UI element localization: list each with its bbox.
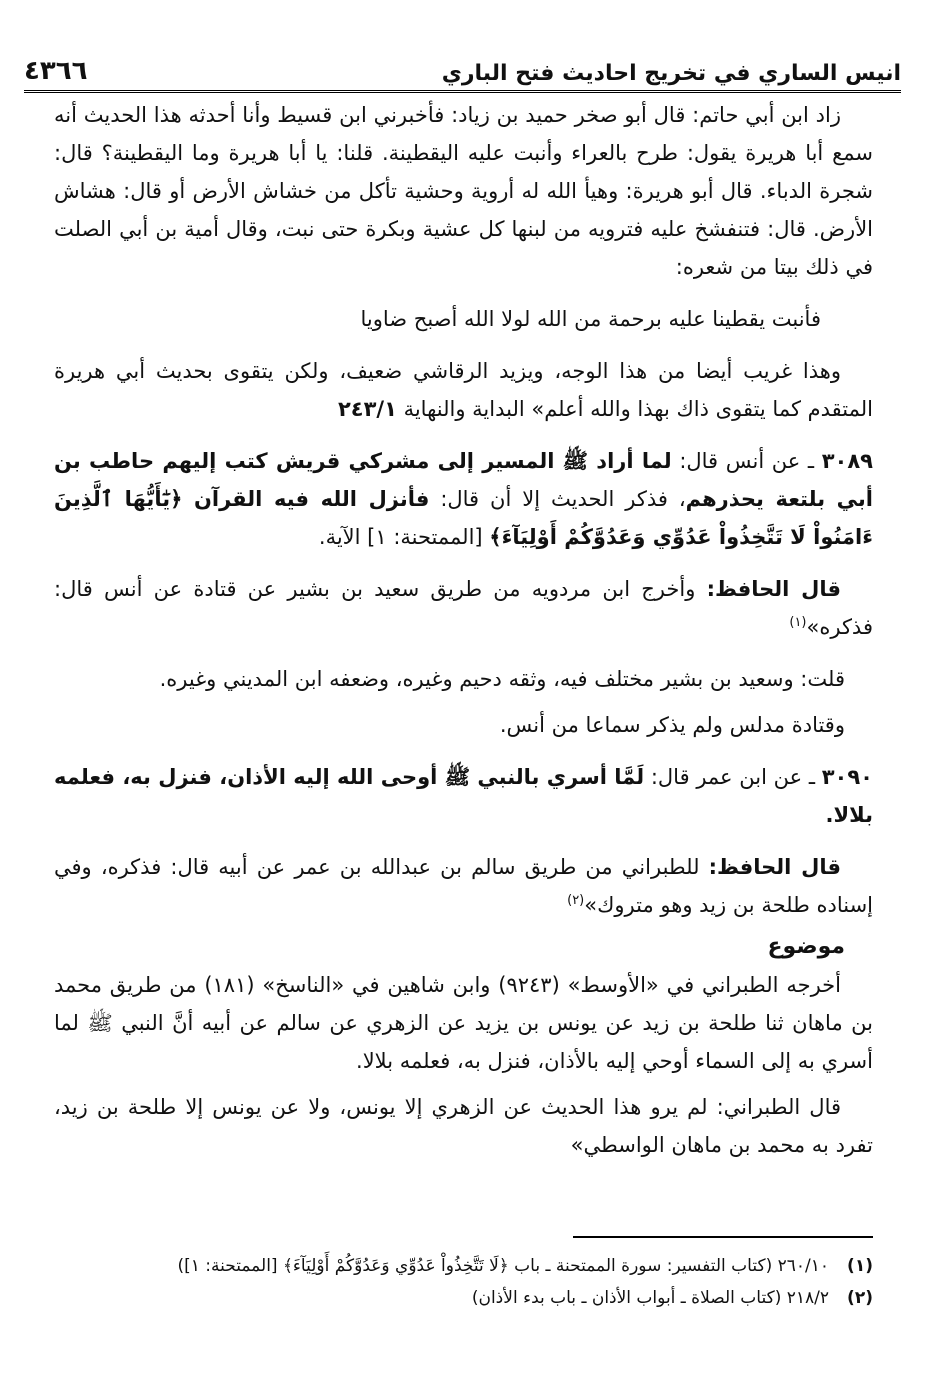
footnote-2 — [54, 1282, 873, 1314]
page-number: ٤٣٦٦ — [24, 56, 88, 86]
note-line: قلت: وسعيد بن بشير مختلف فيه، وثقه دحيم وغيره، وضعفه ابن المديني وغيره. — [159, 667, 845, 691]
hadith-number: ٣٠٩٠ — [821, 765, 873, 789]
footnotes — [54, 1250, 873, 1314]
footnote-number: (١) — [847, 1256, 873, 1276]
grade-heading: موضوع — [767, 934, 845, 959]
hafiz-label: قال الحافظ: — [708, 855, 841, 879]
hafiz-text: وأخرج ابن مردويه من طريق سعيد بن بشير عن قتادة عن أنس قال: فذكره» — [54, 577, 873, 639]
hadith-matn-2: فأنزل الله فيه القرآن — [193, 487, 430, 511]
paragraph-gharib — [54, 352, 873, 428]
hadith-number: ٣٠٨٩ — [821, 449, 873, 473]
takhrij-paragraph: أخرجه الطبراني في «الأوسط» (٩٢٤٣) وابن شاهين في «الناسخ» (١٨١) من طريق محمد بن ماهان ثنا طلحة بن زيد عن يونس بن يزيد عن الزهري عن سالم عن أبيه أنَّ النبي ﷺ لما أسري به إلى السماء أوحي إليه بالأذان، فنزل به، فعلمه بلالا. — [54, 973, 873, 1073]
hadith-matn: لما أراد ﷺ المسير إلى مشركي قريش كتب إليهم حاطب بن أبي بلتعة يحذرهم — [54, 449, 873, 511]
hafiz-comment-1 — [54, 570, 873, 646]
paragraph-ibn-abi-hatim: زاد ابن أبي حاتم: قال أبو صخر حميد بن زياد: فأخبرني ابن قسيط وأنا أحدثه هذا الحديث أنه سمع أبا هريرة يقول: طرح بالعراء وأنبت عليه اليقطينة. قلنا: يا أبا هريرة وما اليقطينة؟ قال: شجرة الدباء. قال أبو هريرة: وهيأ الله له أروية وحشية تأكل من خشاش الأرض أو قال: هشاش الأرض. قال: فتنفشخ عليه فترويه من لبنها كل عشية وبكرة حتى نبت، وقال أمية بن أبي الصلت في ذلك بيتا من شعره: — [54, 103, 873, 279]
footnote-marker-2[interactable]: (٢) — [567, 893, 585, 908]
footnote-text: ٢٦٠/١٠ (كتاب التفسير: سورة الممتحنة ـ باب ﴿لَا تَتَّخِذُواْ عَدُوِّي وَعَدُوَّكُمْ أَوْلِيَآءَ﴾ [الممتحنة: ١]) — [177, 1256, 829, 1276]
note-line: وقتادة مدلس ولم يذكر سماعا من أنس. — [499, 713, 845, 737]
quran-verse: ﴿يَٰٓأَيُّهَا ٱلَّذِينَ ءَامَنُواْ لَا تَتَّخِذُواْ عَدُوِّي وَعَدُوَّكُمْ أَوْلِيَآءَ﴾ — [54, 487, 873, 549]
hadith-3089 — [54, 442, 873, 556]
page-body — [54, 96, 873, 1164]
running-header — [24, 38, 901, 93]
hafiz-comment-2 — [54, 848, 873, 924]
tabarani-paragraph: قال الطبراني: لم يرو هذا الحديث عن الزهري إلا يونس، ولا عن يونس إلا طلحة بن زيد، تفرد به محمد بن ماهان الواسطي» — [54, 1095, 873, 1157]
footnote-separator — [573, 1236, 873, 1238]
quran-reference: [الممتحنة: ١] الآية. — [318, 525, 490, 549]
footnote-marker-1[interactable]: (١) — [789, 615, 807, 630]
footnote-1 — [54, 1250, 873, 1282]
poetry-verse: فأنبت يقطينا عليه برحمة من الله لولا الله أصبح ضاويا — [360, 307, 821, 331]
hafiz-label: قال الحافظ: — [706, 577, 841, 601]
book-title: انيس الساري في تخريج احاديث فتح الباري — [441, 61, 901, 86]
hadith-matn: لَمَّا أسري بالنبي ﷺ أوحى الله إليه الأذان، فنزل به، فعلمه بلالا. — [54, 765, 873, 827]
hadith-3090 — [54, 758, 873, 834]
hadith-mid: ، فذكر الحديث إلا أن قال: — [429, 487, 686, 511]
hadith-intro: ـ عن أنس قال: — [671, 449, 822, 473]
reference-bidaya: ٢٤٣/١ — [337, 397, 397, 421]
hadith-intro: ـ عن ابن عمر قال: — [644, 765, 822, 789]
footnote-text: ٢١٨/٢ (كتاب الصلاة ـ أبواب الأذان ـ باب بدء الأذان) — [471, 1288, 829, 1308]
paragraph-gharib-text: وهذا غريب أيضا من هذا الوجه، ويزيد الرقاشي ضعيف، ولكن يتقوى بحديث أبي هريرة المتقدم كما يتقوى ذاك بهذا والله أعلم» البداية والنهاية — [54, 359, 873, 421]
hafiz-text: للطبراني من طريق سالم بن عبدالله بن عمر عن أبيه قال: فذكره، وفي إسناده طلحة بن زيد وهو متروك» — [54, 855, 873, 917]
footnote-number: (٢) — [847, 1288, 873, 1308]
